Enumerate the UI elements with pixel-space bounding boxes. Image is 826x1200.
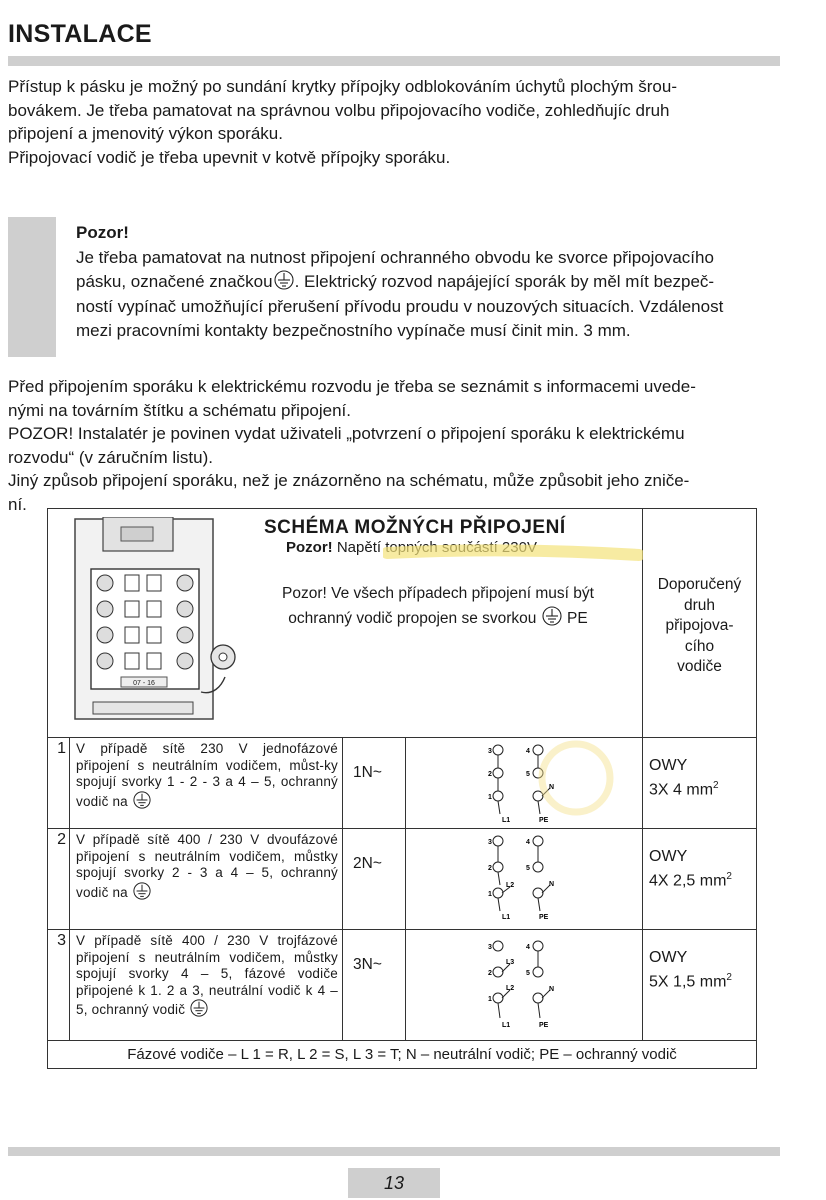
svg-text:2: 2 (488, 970, 492, 977)
page-title: INSTALACE (8, 20, 152, 48)
svg-text:L1: L1 (502, 914, 511, 921)
text-line: Jiný způsob připojení sporáku, než je znázorněno na schématu, může způsobit jeho zniče- (8, 471, 690, 490)
row-number: 3 (48, 930, 70, 1041)
highlight-stroke (383, 541, 643, 563)
svg-text:N: N (549, 986, 555, 993)
schema-footer: Fázové vodiče – L 1 = R, L 2 = S, L 3 = T; N – neutrální vodič; PE – ochranný vodič (48, 1041, 757, 1069)
warning-box (76, 221, 780, 344)
svg-text:4: 4 (526, 944, 530, 951)
svg-text:PE: PE (539, 914, 549, 921)
recommended-wire: OWY 4X 2,5 $mm^2$ (643, 829, 757, 930)
svg-text:PE: PE (539, 817, 549, 824)
row-description: V případě sítě 230 V jednofázové připojení s neutrálním vodičem, můst-ky spojují svorky 1 - 2 - 3 a 4 – 5, ochranný vodič na (70, 738, 343, 829)
svg-text:L2: L2 (506, 882, 515, 889)
svg-text:5: 5 (526, 970, 530, 977)
warning-line: ností vypínač umožňující přerušení přívodu proudu v nouzových situacích. Vzdálenost (76, 296, 724, 316)
wiring-diagram (406, 930, 643, 1041)
connection-type: 3N~ (343, 930, 406, 1041)
ground-symbol-icon (132, 791, 152, 809)
page-number: 13 (348, 1168, 440, 1198)
row-number: 1 (48, 738, 70, 829)
ground-symbol-icon (132, 882, 152, 900)
svg-text:1: 1 (488, 996, 492, 1003)
intro-line: připojení a jmenovitý výkon sporáku. (8, 124, 283, 143)
recommended-wire: OWY 5X 1,5 $mm^2$ (643, 930, 757, 1041)
text-line: nými na továrním štítku a schématu připojení. (8, 400, 351, 420)
intro-line: bovákem. Je třeba pamatovat na správnou volbu připojovacího vodiče, zohledňujíc druh (8, 100, 670, 120)
svg-text:07 - 16: 07 - 16 (133, 680, 155, 687)
recommended-wire-header: Doporučený druh připojova- cího vodiče (643, 509, 757, 738)
intro-paragraph (8, 75, 780, 169)
row-number: 2 (48, 829, 70, 930)
text-line: Před připojením sporáku k elektrickému rozvodu je třeba se seznámit s informacemi uvede- (8, 377, 696, 396)
footer-rule (8, 1147, 780, 1156)
schema-subtitle: Pozor! Napětí topných součástí 230V (286, 539, 537, 556)
wiring-diagram (406, 829, 643, 930)
warning-line: Je třeba pamatovat na nutnost připojení ochranného obvodu ke svorce připojovacího (76, 247, 714, 267)
svg-text:5: 5 (526, 865, 530, 872)
svg-text:3: 3 (488, 839, 492, 846)
table-row (48, 738, 757, 829)
schema-header-cell (48, 509, 643, 738)
table-row (48, 829, 757, 930)
row-description: V případě sítě 400 / 230 V trojfázové připojení s neutrálním vodičem, můstky spojují svorky 4 – 5, fázové vodiče připojené k 1. 2 a 3, neutrální vodič k 4 – 5, ochranný vodič (70, 930, 343, 1041)
svg-text:1: 1 (488, 794, 492, 801)
schema-title: SCHÉMA MOŽNÝCH PŘIPOJENÍ (264, 517, 566, 538)
terminal-block-image (73, 517, 243, 729)
svg-text:3: 3 (488, 944, 492, 951)
connection-paragraph (8, 375, 780, 516)
recommended-wire: OWY 3X 4 $mm^2$ (643, 738, 757, 829)
text-line: ní. (8, 494, 27, 514)
table-row (48, 930, 757, 1041)
svg-text:2: 2 (488, 865, 492, 872)
connection-type: 2N~ (343, 829, 406, 930)
wiring-diagram (406, 738, 643, 829)
warning-title: Pozor! (76, 223, 129, 242)
row-description: V případě sítě 400 / 230 V dvoufázové připojení s neutrálním vodičem, můstky spojují svorky 2 - 3 a 4 – 5, ochranný vodič na (70, 829, 343, 930)
svg-text:N: N (549, 784, 555, 791)
title-rule (8, 56, 780, 66)
intro-line: Připojovací vodič je třeba upevnit v kotvě přípojky sporáku. (8, 147, 451, 167)
svg-text:L3: L3 (506, 959, 515, 966)
text-line: rozvodu“ (v záručním listu). (8, 447, 213, 467)
ground-symbol-icon (189, 999, 209, 1017)
svg-text:N: N (549, 881, 555, 888)
warning-line: pásku, označené značkou . Elektrický rozvod napájející sporák by měl mít bezpeč- (76, 272, 715, 291)
svg-text:5: 5 (526, 771, 530, 778)
svg-text:L1: L1 (502, 1022, 511, 1029)
connection-schema-table (47, 508, 757, 1069)
intro-line: Přístup k pásku je možný po sundání krytky přípojky odblokováním úchytů plochým šrou- (8, 77, 677, 96)
svg-text:3: 3 (488, 748, 492, 755)
svg-text:PE: PE (539, 1022, 549, 1029)
schema-note: Pozor! Ve všech případech připojení musí být ochranný vodič propojen se svorkou PE (282, 585, 594, 627)
svg-text:2: 2 (488, 771, 492, 778)
svg-text:L2: L2 (506, 985, 515, 992)
text-line: POZOR! Instalatér je povinen vydat uživateli „potvrzení o připojení sporáku k elektrickému (8, 424, 685, 443)
warning-line: mezi pracovními kontakty bezpečnostního vypínače musí činit min. 3 mm. (76, 321, 631, 340)
ground-symbol-icon (541, 606, 563, 626)
svg-text:4: 4 (526, 748, 530, 755)
svg-text:4: 4 (526, 839, 530, 846)
svg-text:1: 1 (488, 891, 492, 898)
warning-bar (8, 217, 56, 357)
connection-type: 1N~ (343, 738, 406, 829)
ground-symbol-icon (273, 270, 295, 290)
svg-text:L1: L1 (502, 817, 511, 824)
